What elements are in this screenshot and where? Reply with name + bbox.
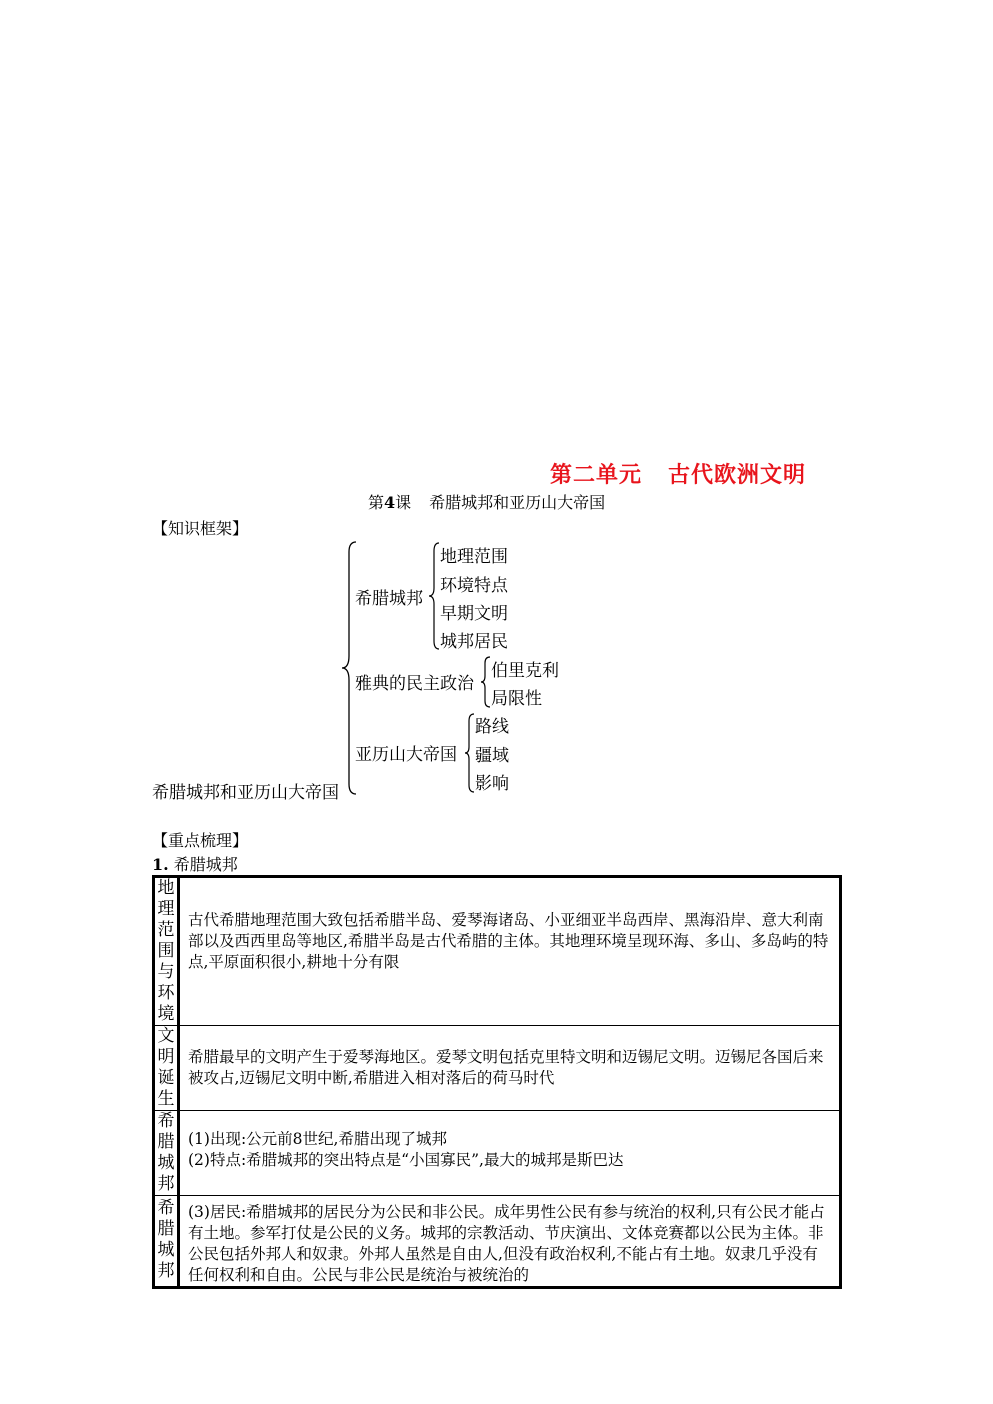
row-header xyxy=(154,877,179,1026)
leaf-early-civilization: 早期文明 xyxy=(440,604,508,624)
row-content: 希腊最早的文明产生于爱琴海地区。爱琴文明包括克里特文明和迈锡尼文明。迈锡尼各国后来被攻占,迈锡尼文明中断,希腊进入相对落后的荷马时代 xyxy=(179,1026,841,1111)
lesson-num-label: 第 xyxy=(368,493,385,512)
leaf-route: 路线 xyxy=(475,717,509,737)
lesson-unit-label: 课 xyxy=(395,493,412,512)
leaf-pericles: 伯里克利 xyxy=(491,661,559,681)
header-char: 地 xyxy=(157,878,175,898)
unit-name: 古代欧洲文明 xyxy=(668,462,807,488)
leaf-territory: 疆域 xyxy=(475,746,509,766)
subsection-number: 1. xyxy=(152,855,169,874)
table-row xyxy=(154,877,841,1026)
subsection-title xyxy=(152,852,238,875)
lesson-title xyxy=(368,490,605,513)
header-char: 明 xyxy=(157,1047,175,1067)
header-char: 城 xyxy=(157,1240,175,1260)
branch-alexander-empire: 亚历山大帝国 xyxy=(355,745,457,765)
table-row xyxy=(154,1111,841,1196)
leaf-influence: 影响 xyxy=(475,774,509,794)
header-char: 邦 xyxy=(157,1174,175,1194)
header-char: 围 xyxy=(157,941,175,961)
header-char: 境 xyxy=(157,1004,175,1024)
header-char: 希 xyxy=(157,1198,175,1218)
lesson-number: 4 xyxy=(384,493,396,512)
header-char: 范 xyxy=(157,920,175,940)
branch-athens-democracy: 雅典的民主政治 xyxy=(355,674,474,694)
table-row xyxy=(154,1026,841,1111)
header-char: 腊 xyxy=(157,1219,175,1239)
leaf-citizens: 城邦居民 xyxy=(440,632,508,652)
section-key-heading: 【重点梳理】 xyxy=(152,831,249,850)
header-char: 理 xyxy=(157,899,175,919)
header-char: 生 xyxy=(157,1089,175,1109)
row-content: 古代希腊地理范围大致包括希腊半岛、爱琴海诸岛、小亚细亚半岛西岸、黑海沿岸、意大利南部以及西西里岛等地区,希腊半岛是古代希腊的主体。其地理环境呈现环海、多山、多岛屿的特点,平原面积很小,耕地十分有限 xyxy=(179,877,841,1026)
header-char: 环 xyxy=(157,983,175,1003)
content-line: (2)特点:希腊城邦的突出特点是“小国寡民”,最大的城邦是斯巴达 xyxy=(188,1151,624,1169)
row-header xyxy=(154,1111,179,1196)
header-char: 与 xyxy=(157,962,175,982)
header-char: 诞 xyxy=(157,1068,175,1088)
leaf-environment: 环境特点 xyxy=(440,576,508,596)
row-header xyxy=(154,1026,179,1111)
subsection-name: 希腊城邦 xyxy=(173,855,238,874)
header-char: 邦 xyxy=(157,1261,175,1281)
header-char: 腊 xyxy=(157,1132,175,1152)
branch-greek-city-states: 希腊城邦 xyxy=(355,589,423,609)
header-char: 希 xyxy=(157,1111,175,1131)
unit-number: 第二单元 xyxy=(550,462,643,488)
greek-city-state-table xyxy=(152,875,842,1289)
row-header xyxy=(154,1196,179,1288)
row-content xyxy=(179,1111,841,1196)
header-char: 文 xyxy=(157,1026,175,1046)
section-framework-heading: 【知识框架】 xyxy=(152,519,249,538)
leaf-geography-scope: 地理范围 xyxy=(440,547,508,567)
row-content: (3)居民:希腊城邦的居民分为公民和非公民。成年男性公民有参与统治的权利,只有公民才能占有土地。参军打仗是公民的义务。城邦的宗教活动、节庆演出、文体竞赛都以公民为主体。非公民包括外邦人和奴隶。外邦人虽然是自由人,但没有政治权利,不能占有土地。奴隶几乎没有任何权利和自由。公民与非公民是统治与被统治的 xyxy=(179,1196,841,1288)
header-char: 城 xyxy=(157,1153,175,1173)
content-line: (1)出现:公元前8世纪,希腊出现了城邦 xyxy=(188,1130,447,1148)
lesson-name: 希腊城邦和亚历山大帝国 xyxy=(429,493,606,512)
mindmap-root: 希腊城邦和亚历山大帝国 xyxy=(152,783,339,803)
table-row xyxy=(154,1196,841,1288)
leaf-limitations: 局限性 xyxy=(491,689,542,709)
unit-title xyxy=(550,458,806,489)
